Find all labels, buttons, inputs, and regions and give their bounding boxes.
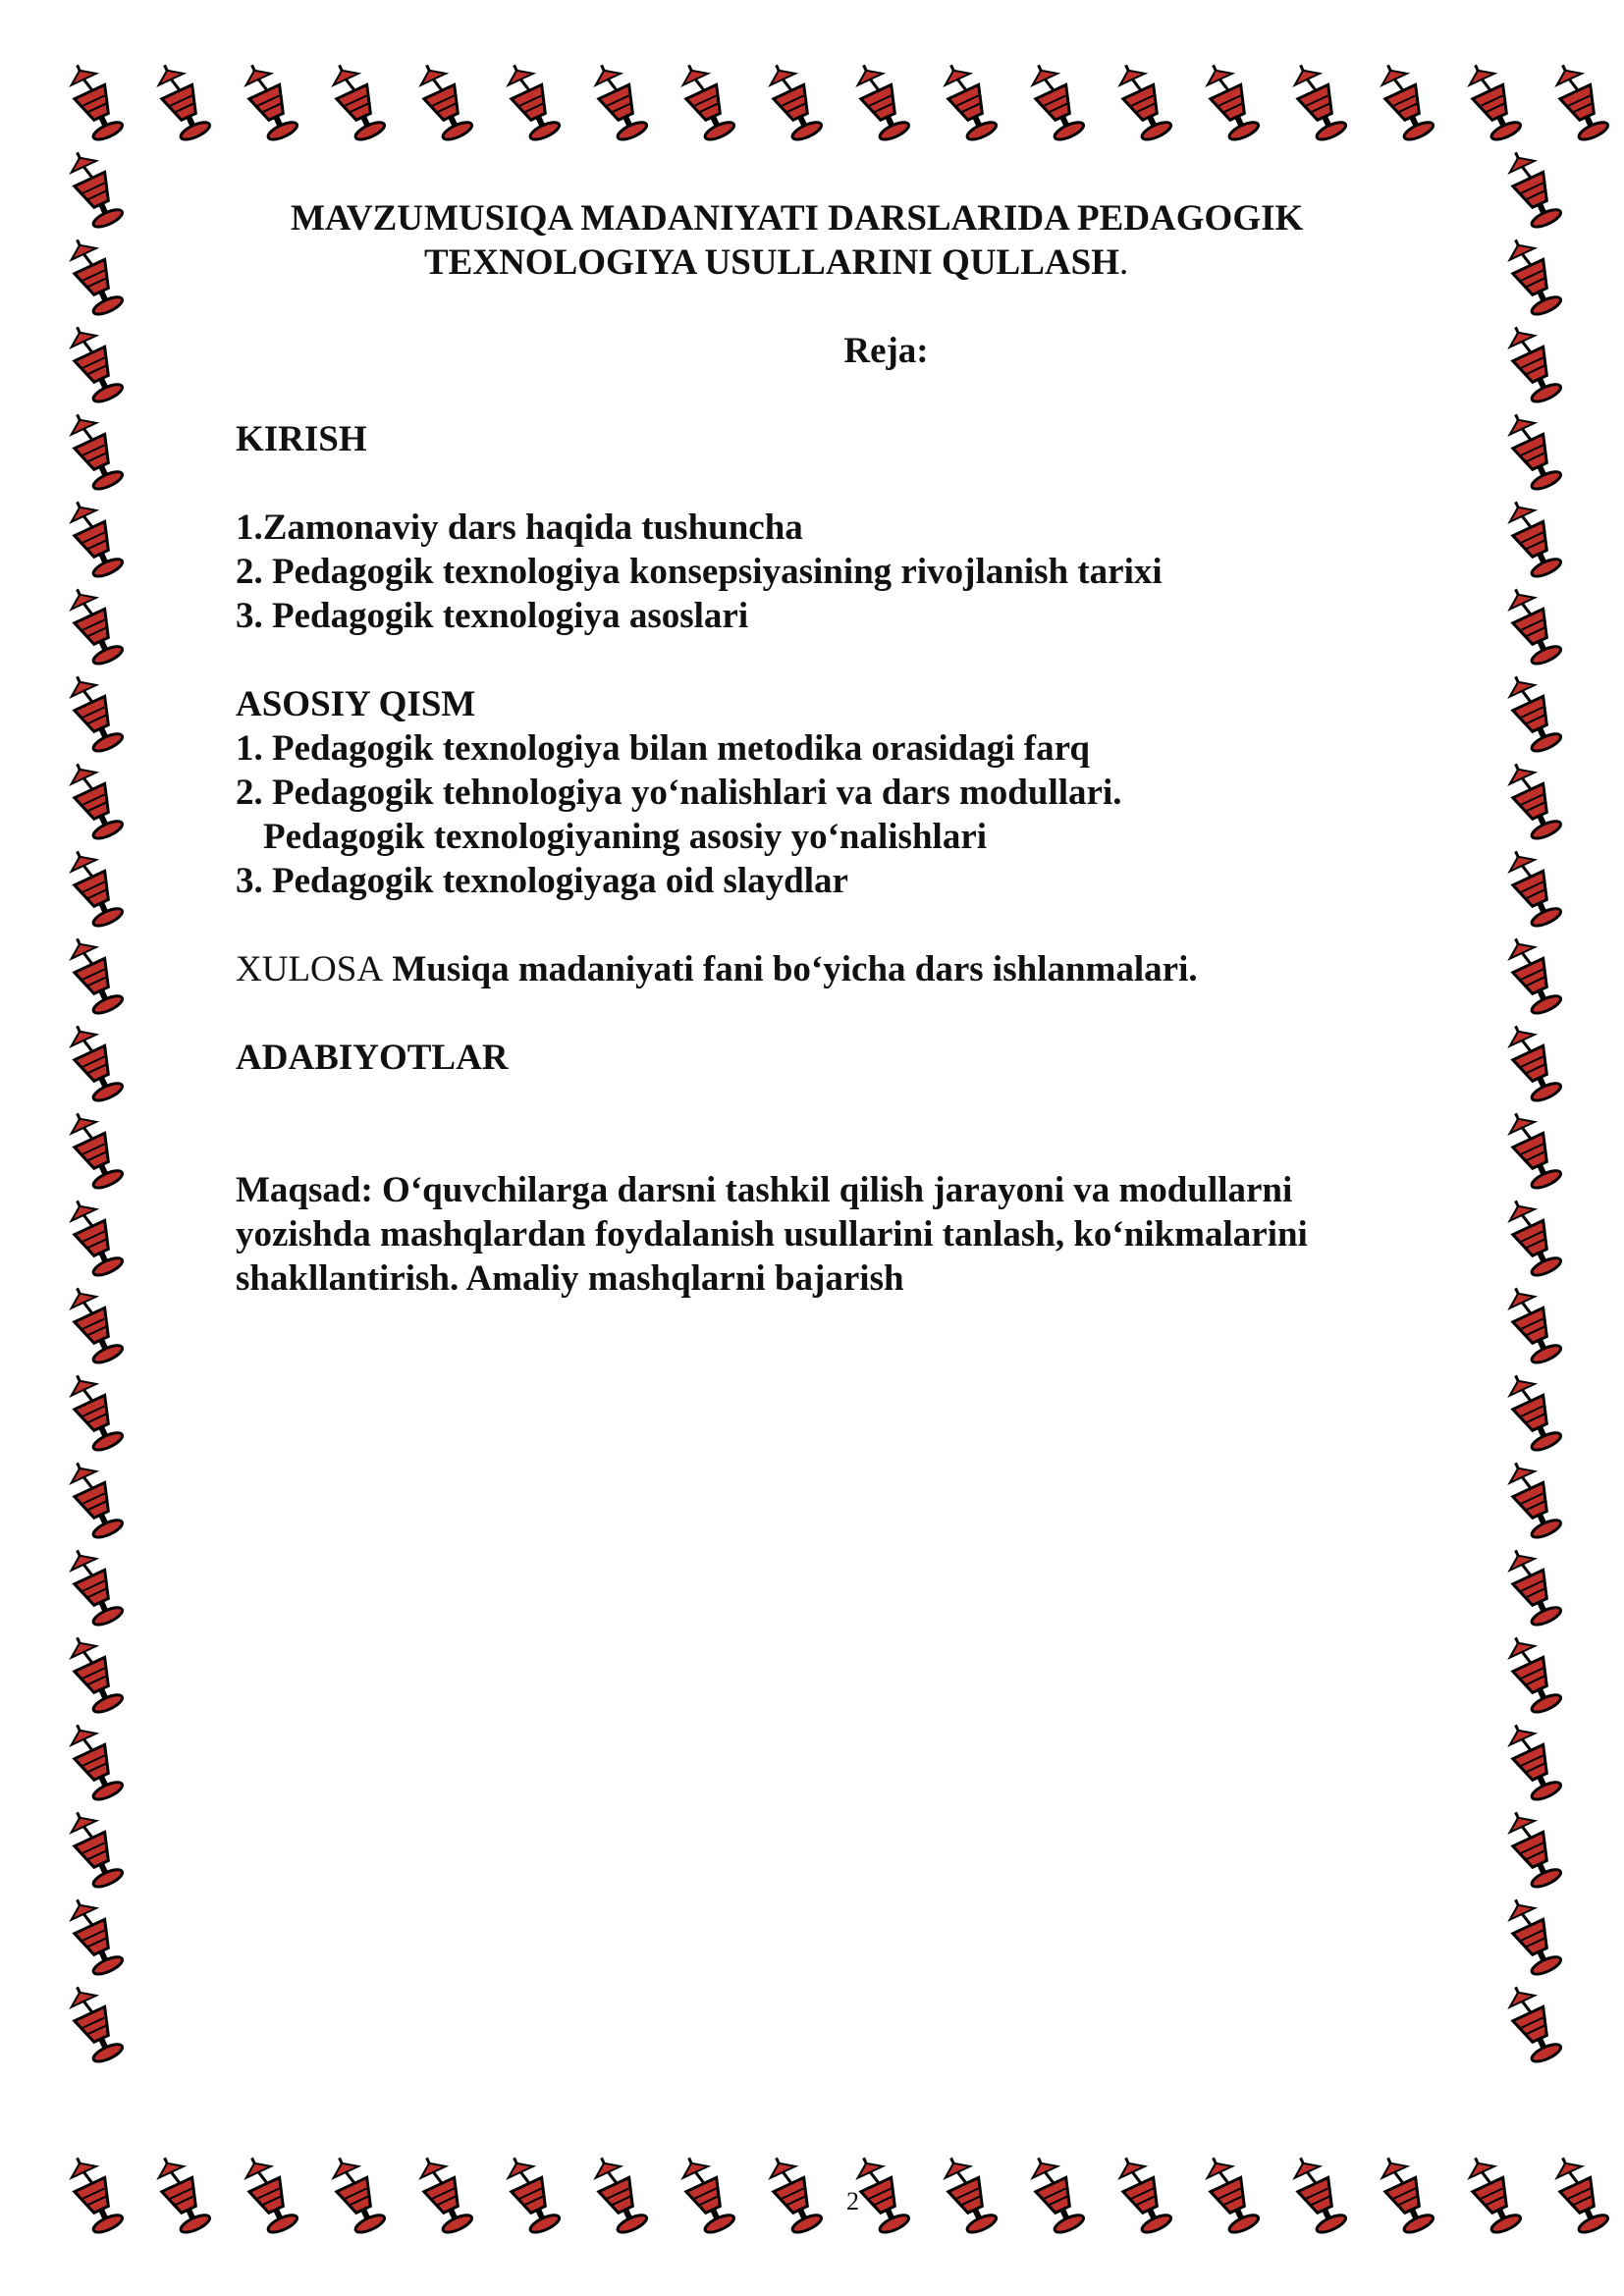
cocktail-glass-icon	[62, 233, 126, 318]
cocktail-glass-icon	[62, 1368, 126, 1454]
cocktail-glass-icon	[62, 844, 126, 930]
cocktail-glass-icon	[1500, 1106, 1564, 1192]
cocktail-glass-icon	[62, 1106, 126, 1192]
cocktail-glass-icon	[62, 757, 126, 842]
cocktail-glass-icon	[674, 58, 737, 143]
cocktail-glass-icon	[237, 58, 300, 143]
cocktail-glass-icon	[1373, 2151, 1436, 2236]
cocktail-glass-icon	[1500, 1019, 1564, 1104]
cocktail-glass-icon	[324, 58, 388, 143]
topic-title	[424, 196, 1463, 285]
cocktail-glass-icon	[1547, 2151, 1611, 2236]
main-item: 2. Pedagogik tehnologiya yo‘nalishlari va dars modullari.	[236, 773, 1122, 813]
intro-item: 3. Pedagogik texnologiya asoslari	[236, 596, 749, 636]
cocktail-glass-icon	[62, 407, 126, 493]
cocktail-glass-icon	[1500, 844, 1564, 930]
cocktail-glass-icon	[62, 1718, 126, 1803]
cocktail-glass-icon	[411, 58, 475, 143]
cocktail-glass-icon	[1023, 2151, 1087, 2236]
cocktail-glass-icon	[1500, 407, 1564, 493]
cocktail-glass-icon	[499, 58, 563, 143]
cocktail-glass-icon	[586, 2151, 650, 2236]
cocktail-glass-icon	[1023, 58, 1087, 143]
cocktail-glass-icon	[1500, 1980, 1564, 2065]
cocktail-glass-icon	[324, 2151, 388, 2236]
cocktail-glass-icon	[1547, 58, 1611, 143]
cocktail-glass-icon	[1500, 145, 1564, 231]
cocktail-glass-icon	[1500, 1281, 1564, 1366]
main-item: 3. Pedagogik texnologiyaga oid slaydlar	[236, 861, 848, 901]
cocktail-glass-icon	[1500, 1543, 1564, 1629]
cocktail-glass-icon	[1500, 1718, 1564, 1803]
cocktail-glass-icon	[1500, 233, 1564, 318]
cocktail-glass-icon	[1285, 58, 1349, 143]
cocktail-glass-icon	[62, 1543, 126, 1629]
cocktail-glass-icon	[62, 145, 126, 231]
intro-item: 1.Zamonaviy dars haqida tushuncha	[236, 507, 803, 548]
cocktail-glass-icon	[1500, 757, 1564, 842]
cocktail-glass-icon	[1500, 1456, 1564, 1541]
goal-line: Maqsad: O‘quvchilarga darsni tashkil qilish jarayoni va modullarni	[236, 1170, 1293, 1210]
goal-paragraph	[236, 1168, 1463, 1301]
cocktail-glass-icon	[62, 1893, 126, 1978]
goal-line: yozishda mashqlardan foydalanish usullarini tanlash, ko‘nikmalarini	[236, 1214, 1308, 1255]
cocktail-glass-icon	[149, 58, 213, 143]
cocktail-glass-icon	[1500, 1893, 1564, 1978]
cocktail-glass-icon	[1500, 1805, 1564, 1891]
cocktail-glass-icon	[62, 495, 126, 580]
topic-title-period: .	[1119, 242, 1129, 283]
cocktail-glass-icon	[1285, 2151, 1349, 2236]
cocktail-glass-icon	[62, 1019, 126, 1104]
cocktail-glass-icon	[1110, 2151, 1174, 2236]
cocktail-glass-icon	[848, 58, 912, 143]
cocktail-glass-icon	[1460, 58, 1524, 143]
cocktail-glass-icon	[62, 1456, 126, 1541]
topic-title-line-2: TEXNOLOGIYA USULLARINI QULLASH	[424, 242, 1119, 283]
cocktail-glass-icon	[62, 1980, 126, 2065]
cocktail-glass-icon	[62, 1194, 126, 1279]
cocktail-glass-icon	[62, 1805, 126, 1891]
cocktail-glass-icon	[1500, 932, 1564, 1017]
cocktail-glass-icon	[586, 58, 650, 143]
cocktail-glass-icon	[1198, 2151, 1262, 2236]
cocktail-glass-icon	[936, 2151, 1000, 2236]
cocktail-glass-icon	[499, 2151, 563, 2236]
cocktail-glass-icon	[1500, 1194, 1564, 1279]
document-body	[236, 196, 1463, 1301]
cocktail-glass-icon	[411, 2151, 475, 2236]
main-heading: ASOSIY QISM	[236, 684, 476, 724]
intro-heading: KIRISH	[236, 419, 367, 459]
cocktail-glass-icon	[1198, 58, 1262, 143]
cocktail-glass-icon	[1500, 1368, 1564, 1454]
cocktail-glass-icon	[761, 58, 825, 143]
cocktail-glass-icon	[1460, 2151, 1524, 2236]
cocktail-glass-icon	[62, 669, 126, 755]
cocktail-glass-icon	[62, 582, 126, 667]
conclusion	[236, 947, 1463, 991]
cocktail-glass-icon	[149, 2151, 213, 2236]
cocktail-glass-icon	[761, 2151, 825, 2236]
topic-label: MAVZU	[291, 198, 423, 239]
cocktail-glass-icon	[62, 2151, 126, 2236]
intro-item: 2. Pedagogik texnologiya konsepsiyasining rivojlanish tarixi	[236, 552, 1163, 592]
conclusion-text: Musiqa madaniyati fani bo‘yicha dars ishlanmalari.	[383, 949, 1198, 989]
cocktail-glass-icon	[1500, 669, 1564, 755]
references-heading: ADABIYOTLAR	[236, 1038, 509, 1078]
cocktail-glass-icon	[936, 58, 1000, 143]
main-item: 1. Pedagogik texnologiya bilan metodika orasidagi farq	[236, 728, 1090, 769]
topic-title-block	[291, 196, 1463, 285]
cocktail-glass-icon	[62, 1281, 126, 1366]
cocktail-glass-icon	[1110, 58, 1174, 143]
conclusion-label: XULOSA	[236, 949, 384, 989]
cocktail-glass-icon	[62, 58, 126, 143]
cocktail-glass-icon	[1500, 495, 1564, 580]
cocktail-glass-icon	[1500, 1630, 1564, 1716]
cocktail-glass-icon	[62, 932, 126, 1017]
cocktail-glass-icon	[62, 320, 126, 405]
main-item: Pedagogik texnologiyaning asosiy yo‘nalishlari	[263, 817, 988, 857]
cocktail-glass-icon	[62, 1630, 126, 1716]
goal-line: shakllantirish. Amaliy mashqlarni bajarish	[236, 1258, 904, 1299]
page-number: 2	[846, 2187, 859, 2216]
cocktail-glass-icon	[237, 2151, 300, 2236]
cocktail-glass-icon	[1373, 58, 1436, 143]
plan-heading: Reja:	[843, 331, 929, 371]
topic-title-line-1: MUSIQA MADANIYATI DARSLARIDA PEDAGOGIK	[424, 198, 1304, 239]
cocktail-glass-icon	[1500, 320, 1564, 405]
cocktail-glass-icon	[674, 2151, 737, 2236]
cocktail-glass-icon	[1500, 582, 1564, 667]
